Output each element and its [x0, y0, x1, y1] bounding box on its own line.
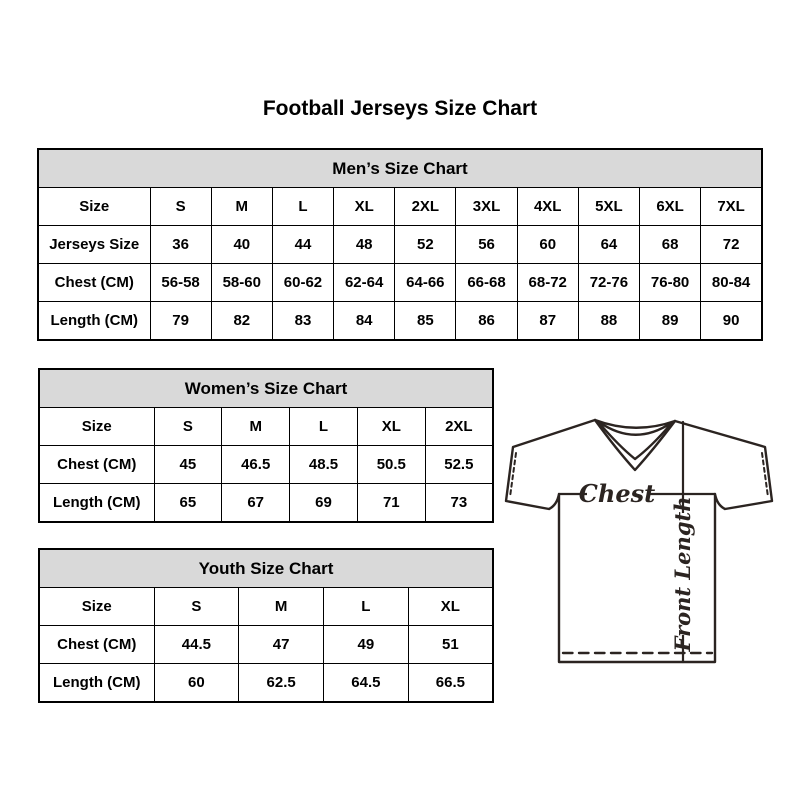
value-cell: 6XL	[640, 188, 701, 226]
value-cell: 76-80	[640, 264, 701, 302]
value-cell: 60	[154, 664, 239, 703]
jersey-measurement-diagram	[503, 413, 775, 665]
youth-size-table	[38, 548, 494, 703]
page-title: Football Jerseys Size Chart	[262, 97, 538, 120]
mens-size-table	[37, 148, 763, 341]
table-row	[39, 484, 493, 523]
value-cell: 44.5	[154, 626, 239, 664]
front-length-label: Front Length	[670, 496, 695, 652]
value-cell: 65	[154, 484, 222, 523]
table-title-row	[39, 369, 493, 408]
value-cell: 85	[395, 302, 456, 341]
value-cell: 87	[517, 302, 578, 341]
value-cell: 90	[701, 302, 762, 341]
value-cell: S	[154, 588, 239, 626]
value-cell: 3XL	[456, 188, 517, 226]
value-cell: 83	[272, 302, 333, 341]
value-cell: M	[211, 188, 272, 226]
value-cell: 52	[395, 226, 456, 264]
value-cell: 62-64	[334, 264, 395, 302]
value-cell: 80-84	[701, 264, 762, 302]
value-cell: 58-60	[211, 264, 272, 302]
value-cell: 45	[154, 446, 222, 484]
value-cell: 52.5	[425, 446, 493, 484]
mens-table-title: Men’s Size Chart	[38, 149, 762, 188]
value-cell: 44	[272, 226, 333, 264]
value-cell: 89	[640, 302, 701, 341]
row-label-cell: Length (CM)	[39, 484, 154, 523]
row-label-cell: Chest (CM)	[39, 626, 154, 664]
value-cell: 56	[456, 226, 517, 264]
value-cell: 73	[425, 484, 493, 523]
value-cell: 47	[239, 626, 324, 664]
value-cell: 2XL	[425, 408, 493, 446]
table-title-row	[38, 149, 762, 188]
value-cell: 49	[324, 626, 409, 664]
value-cell: XL	[334, 188, 395, 226]
table-row	[39, 664, 493, 703]
value-cell: S	[154, 408, 222, 446]
row-label-cell: Chest (CM)	[38, 264, 150, 302]
value-cell: 82	[211, 302, 272, 341]
row-label-cell: Chest (CM)	[39, 446, 154, 484]
womens-table-title: Women’s Size Chart	[39, 369, 493, 408]
table-row	[39, 588, 493, 626]
value-cell: 66-68	[456, 264, 517, 302]
value-cell: 86	[456, 302, 517, 341]
value-cell: 71	[357, 484, 425, 523]
value-cell: 64	[578, 226, 639, 264]
table-row	[38, 302, 762, 341]
table-row	[39, 626, 493, 664]
value-cell: 64-66	[395, 264, 456, 302]
row-label-cell: Length (CM)	[39, 664, 154, 703]
value-cell: 64.5	[324, 664, 409, 703]
chest-label: Chest	[578, 479, 656, 508]
value-cell: 69	[290, 484, 358, 523]
value-cell: 72-76	[578, 264, 639, 302]
row-label-cell: Jerseys Size	[38, 226, 150, 264]
value-cell: 50.5	[357, 446, 425, 484]
value-cell: 56-58	[150, 264, 211, 302]
table-title-row	[39, 549, 493, 588]
table-row	[38, 188, 762, 226]
value-cell: 36	[150, 226, 211, 264]
value-cell: 51	[408, 626, 493, 664]
table-row	[39, 446, 493, 484]
value-cell: M	[222, 408, 290, 446]
value-cell: 88	[578, 302, 639, 341]
value-cell: 4XL	[517, 188, 578, 226]
value-cell: 66.5	[408, 664, 493, 703]
value-cell: 68	[640, 226, 701, 264]
youth-table-title: Youth Size Chart	[39, 549, 493, 588]
womens-size-table	[38, 368, 494, 523]
value-cell: 72	[701, 226, 762, 264]
value-cell: 48.5	[290, 446, 358, 484]
value-cell: 79	[150, 302, 211, 341]
value-cell: 7XL	[701, 188, 762, 226]
value-cell: 48	[334, 226, 395, 264]
value-cell: XL	[408, 588, 493, 626]
value-cell: 60	[517, 226, 578, 264]
value-cell: S	[150, 188, 211, 226]
value-cell: XL	[357, 408, 425, 446]
table-row	[38, 226, 762, 264]
value-cell: 62.5	[239, 664, 324, 703]
value-cell: 5XL	[578, 188, 639, 226]
row-label-cell: Size	[39, 588, 154, 626]
value-cell: L	[272, 188, 333, 226]
row-label-cell: Size	[38, 188, 150, 226]
value-cell: 60-62	[272, 264, 333, 302]
value-cell: 46.5	[222, 446, 290, 484]
value-cell: 68-72	[517, 264, 578, 302]
value-cell: L	[324, 588, 409, 626]
value-cell: 84	[334, 302, 395, 341]
table-row	[38, 264, 762, 302]
value-cell: M	[239, 588, 324, 626]
row-label-cell: Size	[39, 408, 154, 446]
table-row	[39, 408, 493, 446]
value-cell: L	[290, 408, 358, 446]
value-cell: 40	[211, 226, 272, 264]
row-label-cell: Length (CM)	[38, 302, 150, 341]
value-cell: 2XL	[395, 188, 456, 226]
value-cell: 67	[222, 484, 290, 523]
